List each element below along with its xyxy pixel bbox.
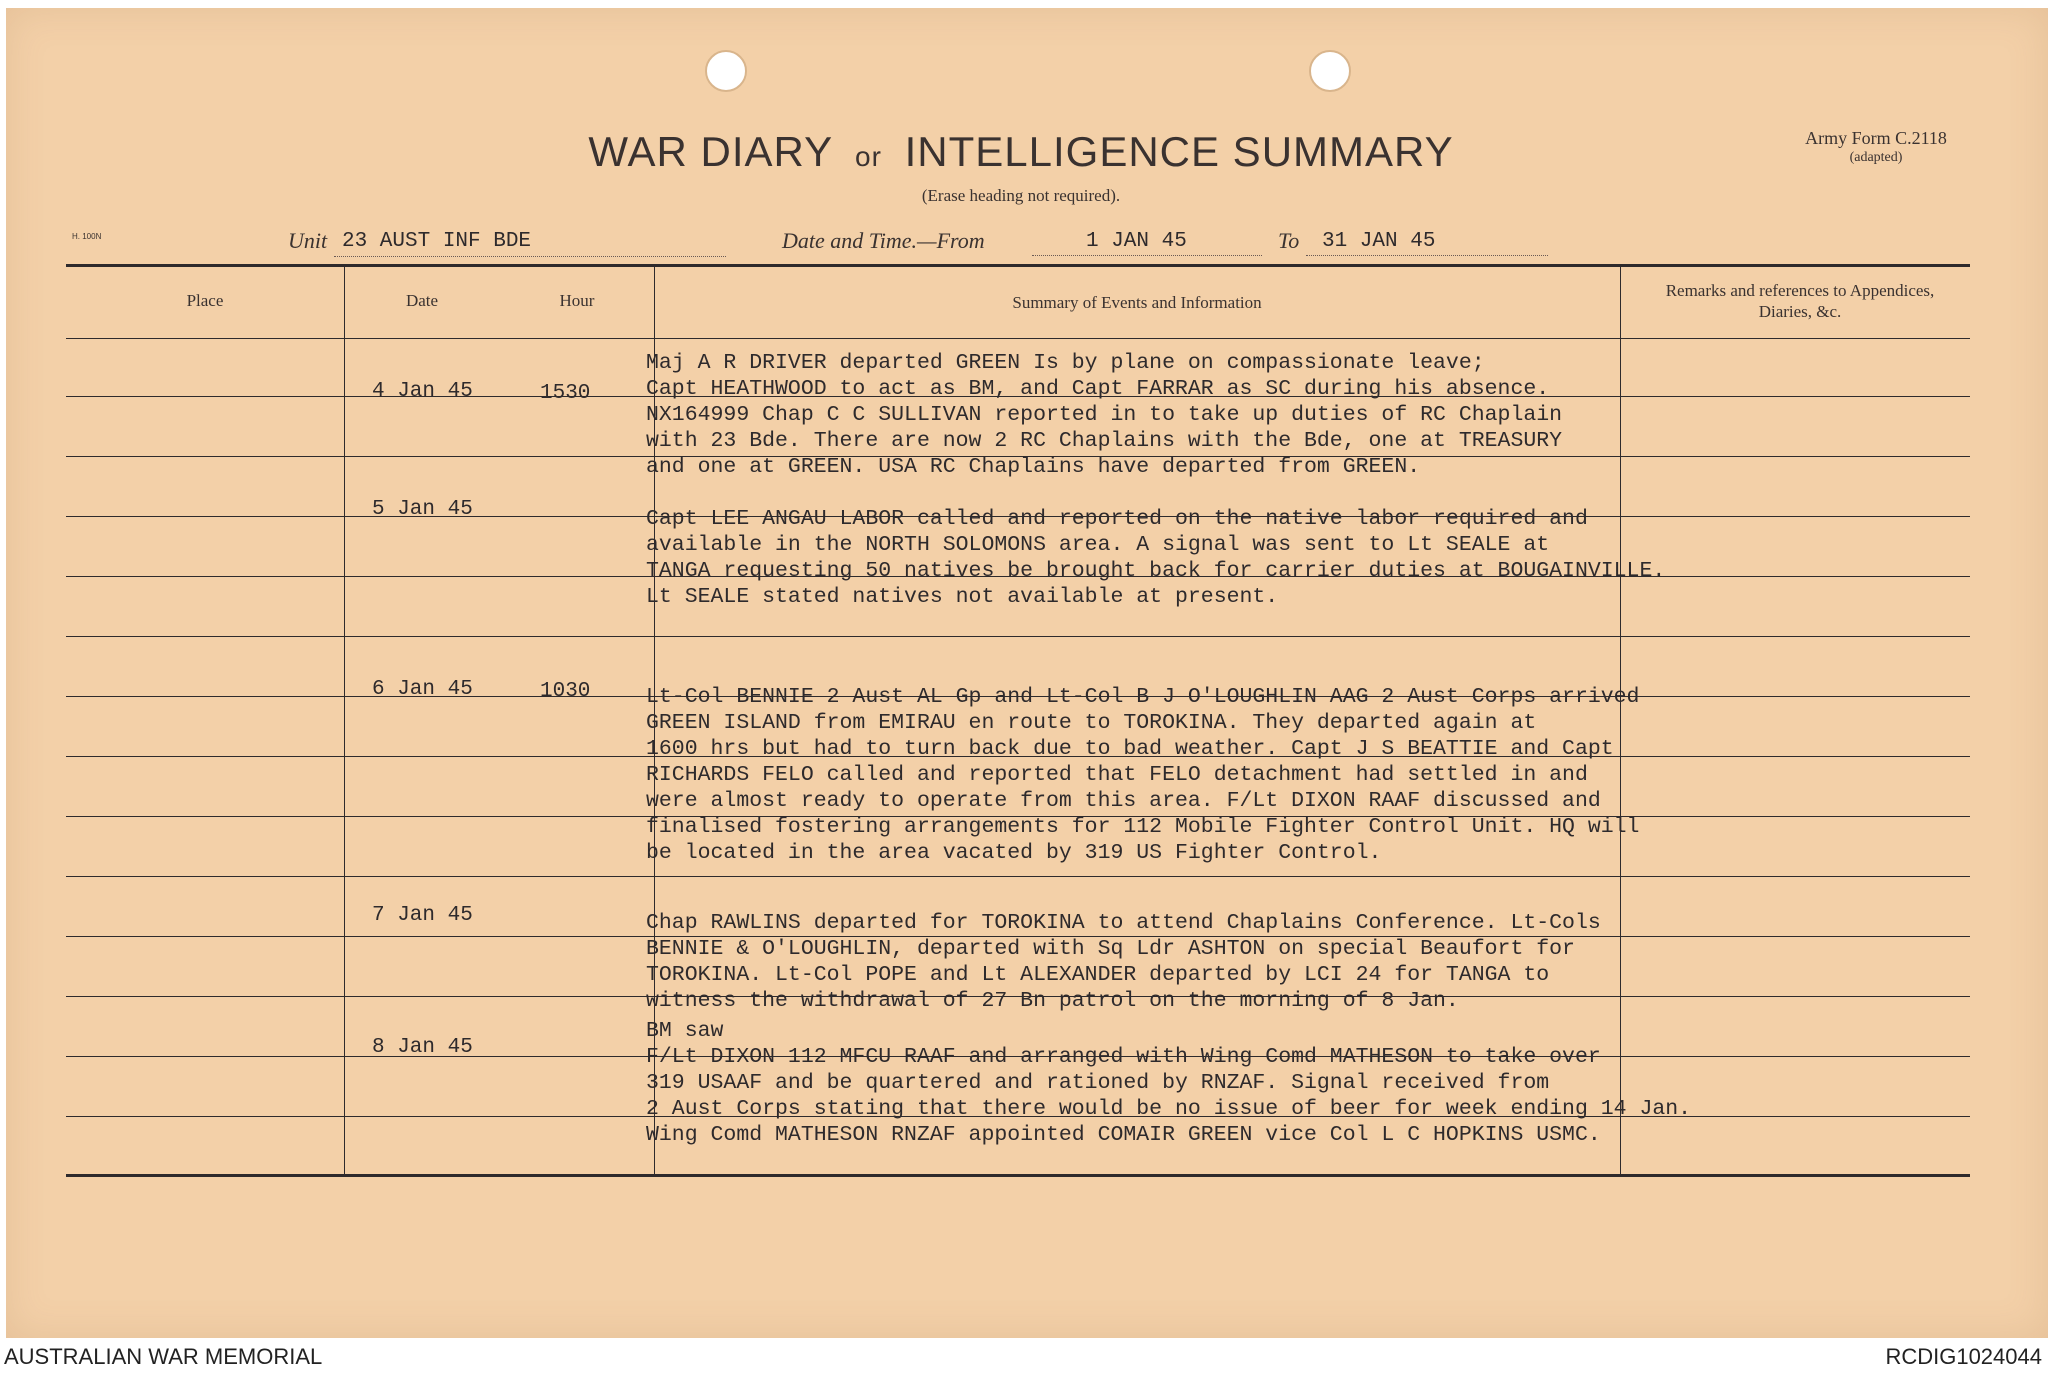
entry-summary: BM saw F/Lt DIXON 112 MFCU RAAF and arranged with Wing Comd MATHESON to take over 319 USAAF and be quartered and rationed by RNZAF. Signal received from 2 Aust Corps stating that there would be no issue of beer for week ending 14 Jan. Wing Comd MATHESON RNZAF appointed COMAIR GREEN vice Col L C HOPKINS USMC. <box>646 1019 1692 1147</box>
page-title: WAR DIARY or INTELLIGENCE SUMMARY <box>588 128 1454 175</box>
entry-summary: Maj A R DRIVER departed GREEN Is by plane on compassionate leave; Capt HEATHWOOD to act as BM, and Capt FARRAR as SC during his absence. NX164999 Chap C C SULLIVAN reported in to take up duties of RC Chaplain with 23 Bde. There are now 2 RC Chaplains with the Bde, one at TREASURY and one at GREEN. USA RC Chaplains have departed from GREEN. <box>646 351 1563 479</box>
punch-hole-left <box>705 50 747 92</box>
entry-summary: Chap RAWLINS departed for TOROKINA to attend Chaplains Conference. Lt-Cols BENNIE & O'LOUGHLIN, departed with Sq Ldr ASHTON on special Beaufort for TOROKINA. Lt-Col POPE and Lt ALEXANDER departed by LCI 24 for TANGA to witness the withdrawal of 27 Bn patrol on the morning of 8 Jan. <box>646 911 1601 1013</box>
row-rule <box>66 338 1970 339</box>
entry-date: 7 Jan 45 <box>372 904 473 927</box>
column-header-place: Place <box>186 291 224 310</box>
date-to-value: 31 JAN 45 <box>1306 230 1548 256</box>
entry-summary: Lt-Col BENNIE 2 Aust AL Gp and Lt-Col B J O'LOUGHLIN AAG 2 Aust Corps arrived GREEN ISLAND from EMIRAU en route to TOROKINA. They departed again at 1600 hrs but had to turn back due to bad weather. Capt J S BEATTIE and Capt RICHARDS FELO called and reported that FELO detachment had settled in and were almost ready to operate from this area. F/Lt DIXON RAAF discussed and finalised fostering arrangements for 112 Mobile Fighter Control Unit. HQ will be located in the area vacated by 319 US Fighter Control. <box>646 685 1640 865</box>
date-from-label: Date and Time.—From <box>782 228 985 253</box>
form-code: H. 100N <box>72 232 102 241</box>
footer-id: RCDIG1024044 <box>1885 1344 2042 1369</box>
date-to-label: To <box>1278 228 1300 253</box>
footer-bar <box>0 1338 2048 1374</box>
entry-date: 4 Jan 45 <box>372 380 473 403</box>
unit-value: 23 AUST INF BDE <box>334 230 726 257</box>
page-subtitle: (Erase heading not required). <box>921 186 1121 205</box>
date-from-value: 1 JAN 45 <box>1032 230 1262 256</box>
column-header-date: Date <box>405 291 439 310</box>
entry-hour: 1030 <box>540 680 591 703</box>
column-divider <box>344 266 345 1174</box>
entry-date: 5 Jan 45 <box>372 498 473 521</box>
entry-date: 6 Jan 45 <box>372 678 473 701</box>
entry-hour: 1530 <box>540 382 591 405</box>
table-top-rule <box>66 264 1970 267</box>
column-header-summary: Summary of Events and Information <box>1012 293 1262 312</box>
unit-label: Unit <box>288 228 328 253</box>
entry-summary: Capt LEE ANGAU LABOR called and reported on the native labor required and available in the NORTH SOLOMONS area. A signal was sent to Lt SEALE at TANGA requesting 50 natives be brought back for carrier duties at BOUGAINVILLE. Lt SEALE stated natives not available at present. <box>646 507 1666 609</box>
entry-date: 8 Jan 45 <box>372 1036 473 1059</box>
column-header-remarks: Remarks and references to Appendices, Diaries, &c. <box>1665 281 1935 321</box>
army-form-label: Army Form C.2118 (adapted) <box>1805 128 1947 165</box>
row-rule <box>66 636 1970 637</box>
punch-hole-right <box>1309 50 1351 92</box>
row-rule <box>66 876 1970 877</box>
column-header-hour: Hour <box>559 291 595 310</box>
table-bottom-rule <box>66 1174 1970 1177</box>
footer-source: AUSTRALIAN WAR MEMORIAL <box>4 1344 323 1369</box>
